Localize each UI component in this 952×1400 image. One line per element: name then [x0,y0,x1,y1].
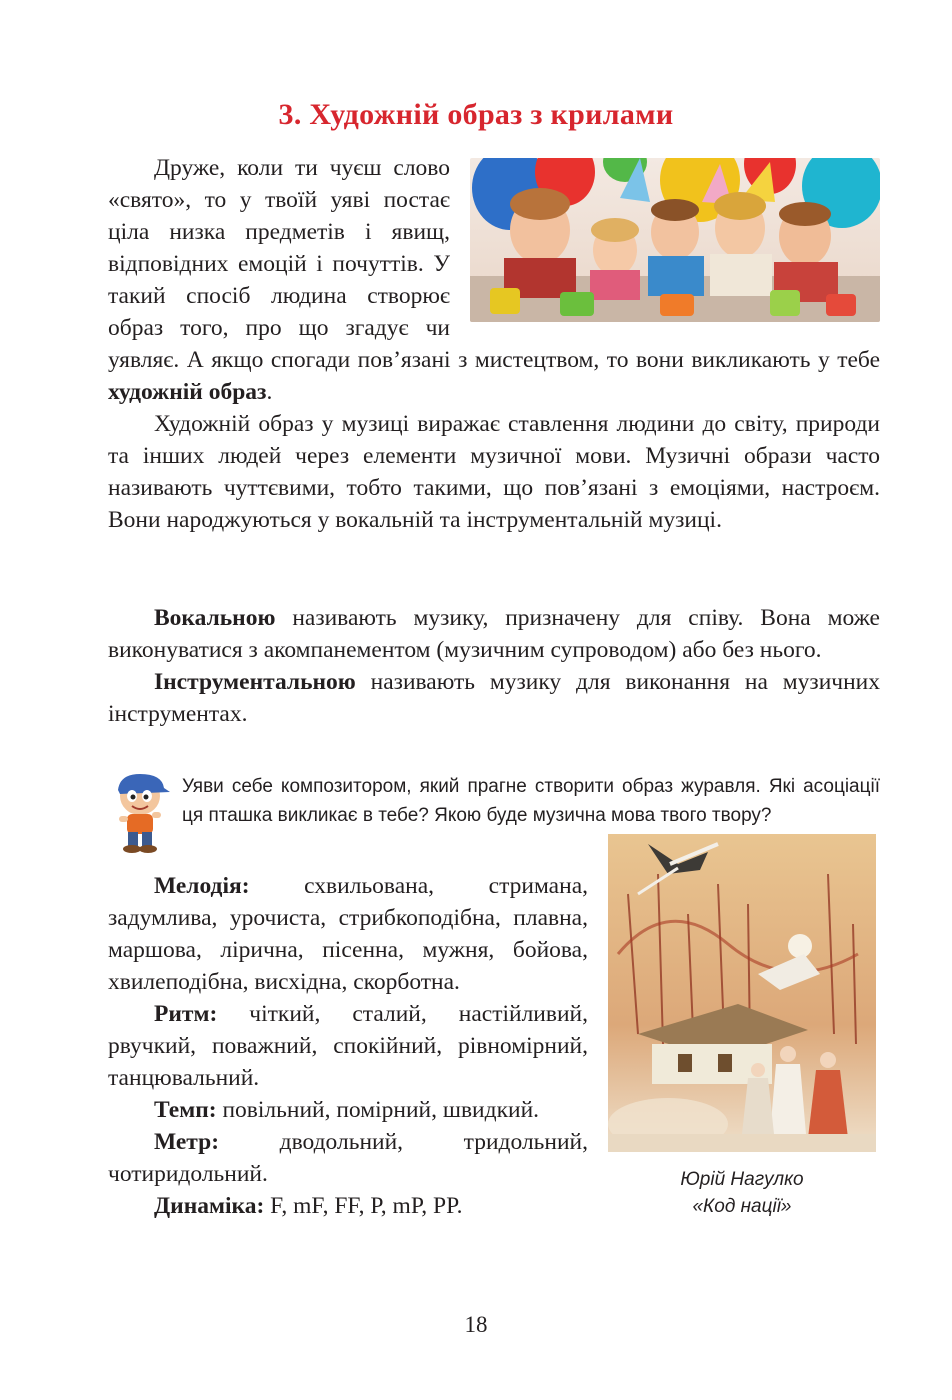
definitions-section [108,602,880,730]
tempo-line [108,1094,588,1126]
vocal-definition [108,602,880,666]
rhythm-line [108,998,588,1094]
boy-character-icon [110,772,170,854]
dynamics-text: F, mF, FF, P, mP, PP. [264,1193,463,1219]
page-number: 18 [464,1312,488,1337]
party-children-photo [470,158,880,322]
intro-paragraph-2: Художній образ у музиці виражає ставлення людини до світу, природи та інших людей через елементи музичної мови. Музичні образи часто називають чуттєвими, тобто такими, що пов’язані з емоціями, настроєм. Вони народжуються у вокальній та інструментальній музиці. [108,411,880,533]
meter-text: дводольний, тридольний, чотиридольний. [108,1129,588,1187]
instrumental-definition [108,666,880,730]
tip-text: Уяви себе композитором, який прагне створити образ журавля. Які асоціації ця пташка викликає в тебе? Якою буде музична мова твого твору? [182,776,880,826]
music-elements-section [108,870,588,1222]
tempo-label: Темп: [154,1097,217,1123]
term-instrumental: Інструментальною [154,669,356,695]
term-artistic-image: художній образ [108,379,267,405]
painting-title: «Код нації» [692,1196,792,1217]
instrumental-text: називають музику для виконання на музичних інструментах. [108,669,880,727]
tempo-text: повільний, помірний, швидкий. [216,1097,540,1123]
vocal-text: називають музику, призначену для співу. Вона може виконуватися з акомпанементом (музичним супроводом) або без нього. [108,605,880,663]
melody-line [108,870,588,998]
meter-label: Метр: [154,1129,220,1155]
term-vocal: Вокальною [154,605,276,631]
rhythm-text: чіткий, сталий, настійливий, рвучкий, поважний, спокійний, рівномірний, танцювальний. [108,1001,588,1091]
painting-kod-natsii [608,834,876,1152]
intro-section [108,152,880,536]
page-title: 3. Художній образ з крилами [278,98,674,131]
intro-text-1: Друже, коли ти чуєш слово «свято», то у твоїй уяві постає ціла низка предметів і явищ, відповідних емоцій і почуттів. У такий спосіб людина створює образ того, про що згадує чи уявляє. А якщо спогади пов’язані з мистецтвом, то вони викликають у тебе [108,155,880,373]
dynamics-line [108,1190,588,1222]
melody-text: схвильована, стримана, задумлива, урочиста, стрибкоподібна, плавна, маршова, лірична, пісенна, мужня, бойова, хвилеподібна, висхідна, скорботна. [108,873,588,995]
dynamics-label: Динаміка: [154,1193,265,1219]
painting-author: Юрій Нагулко [680,1169,804,1190]
party-photo-illustration [470,158,880,322]
intro-text-1-end: . [266,379,273,405]
rhythm-label: Ритм: [154,1001,218,1027]
meter-line [108,1126,588,1190]
melody-label: Мелодія: [154,873,250,899]
painting-caption [608,1166,876,1220]
painting-illustration [608,834,876,1152]
